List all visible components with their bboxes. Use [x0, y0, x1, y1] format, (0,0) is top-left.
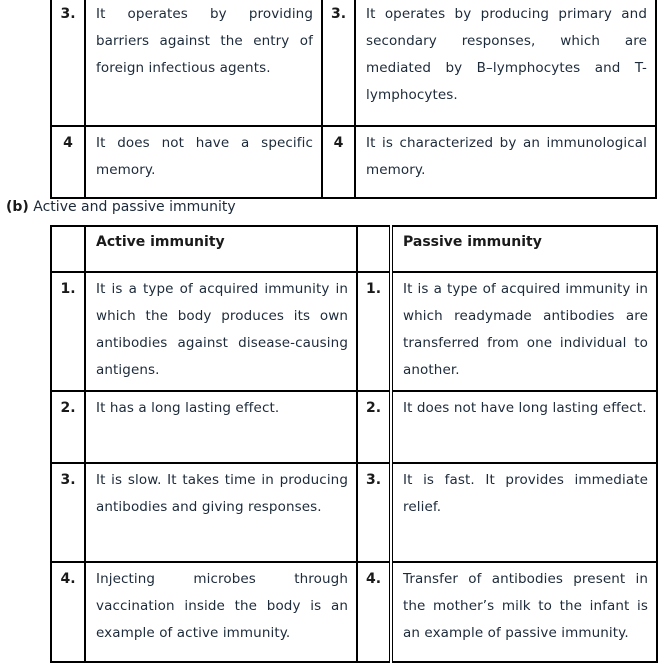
section-label: (b) — [6, 199, 29, 215]
row-number: 2. — [357, 391, 391, 463]
row-number: 1. — [357, 272, 391, 391]
column-header-passive: Passive immunity — [391, 226, 657, 272]
passive-cell: Transfer of antibodies present in the mother’s milk to the infant is an example of passive immunity. — [391, 562, 657, 662]
row-number: 2. — [51, 391, 85, 463]
column-header-active: Active immunity — [85, 226, 357, 272]
row-number: 3. — [357, 463, 391, 562]
active-cell: It has a long lasting effect. — [85, 391, 357, 463]
row-number: 3. — [322, 0, 355, 126]
empty-header-cell — [51, 226, 85, 272]
innate-cell: It does not have a specific memory. — [85, 126, 322, 198]
row-number: 3. — [51, 0, 85, 126]
acquired-cell: It is characterized by an immunological memory. — [355, 126, 656, 198]
acquired-cell: It operates by producing primary and secondary responses, which are mediated by B–lymphocytes and T-lymphocytes. — [355, 0, 656, 126]
table-row — [51, 0, 656, 126]
innate-cell: It operates by providing barriers against the entry of foreign infectious agents. — [85, 0, 322, 126]
section-title: Active and passive immunity — [33, 199, 236, 215]
row-number: 3. — [51, 463, 85, 562]
table-row — [51, 562, 657, 662]
active-cell: Injecting microbes through vaccination inside the body is an example of active immunity. — [85, 562, 357, 662]
passive-cell: It is a type of acquired immunity in which readymade antibodies are transferred from one individual to another. — [391, 272, 657, 391]
header-row — [51, 226, 657, 272]
passive-cell: It does not have long lasting effect. — [391, 391, 657, 463]
section-heading — [6, 199, 236, 215]
row-number: 4 — [322, 126, 355, 198]
table-row — [51, 391, 657, 463]
table-row — [51, 126, 656, 198]
row-number: 4. — [51, 562, 85, 662]
row-number: 4 — [51, 126, 85, 198]
active-cell: It is slow. It takes time in producing antibodies and giving responses. — [85, 463, 357, 562]
row-number: 4. — [357, 562, 391, 662]
innate-vs-acquired-table — [50, 0, 657, 199]
empty-header-cell — [357, 226, 391, 272]
active-cell: It is a type of acquired immunity in which the body produces its own antibodies against disease-causing antigens. — [85, 272, 357, 391]
active-vs-passive-table — [50, 225, 658, 663]
table-row — [51, 272, 657, 391]
table-row — [51, 463, 657, 562]
passive-cell: It is fast. It provides immediate relief. — [391, 463, 657, 562]
row-number: 1. — [51, 272, 85, 391]
